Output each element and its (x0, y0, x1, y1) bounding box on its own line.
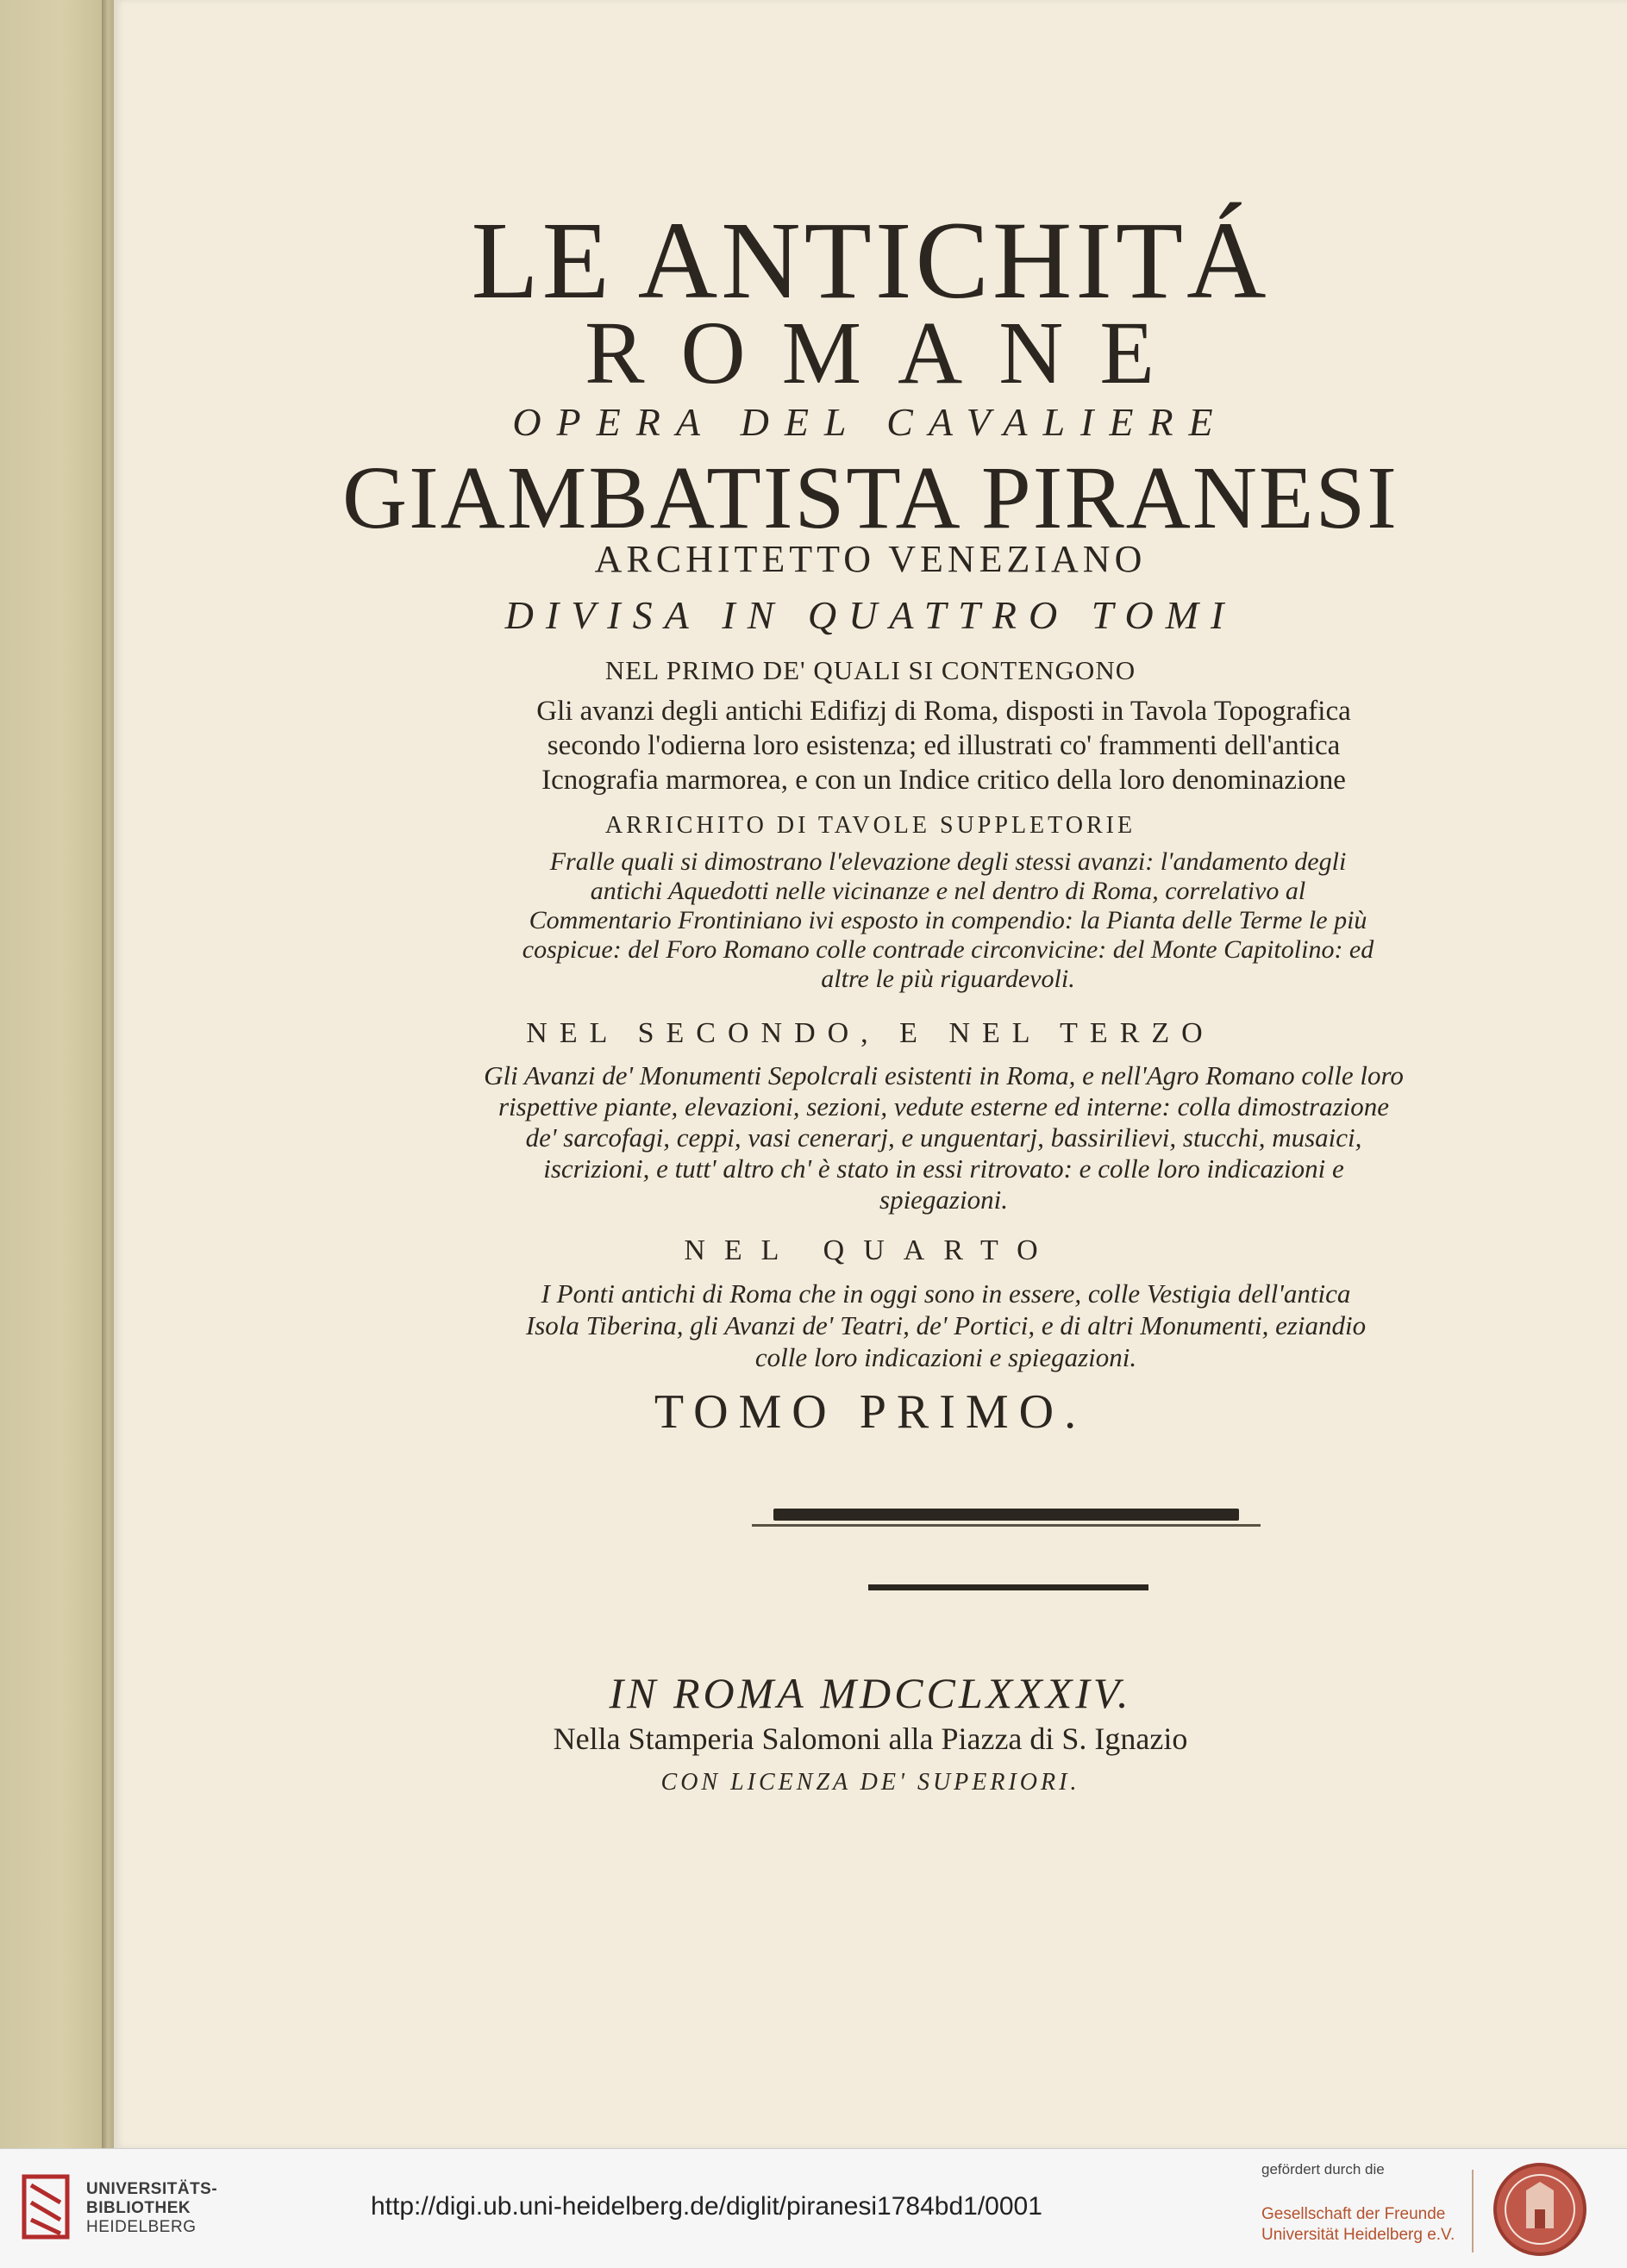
ornamental-rule-short (868, 1584, 1148, 1590)
library-name-line-3: HEIDELBERG (86, 2218, 197, 2236)
permalink-url[interactable]: http://digi.ub.uni-heidelberg.de/diglit/piranesi1784bd1/0001 (371, 2192, 1042, 2221)
ornamental-rule-thick (773, 1509, 1239, 1521)
book-gutter (102, 0, 114, 2148)
second-third-volume-description: Gli Avanzi de' Monumenti Sepolcrali esistenti in Roma, e nell'Agro Romano colle loro rispettive piante, elevazioni, sezioni, vedute esterne ed interne: colla dimostrazione de' sarcofagi, ceppi, vasi cenerarj, e unguentarj, bassirilievi, stucchi, musaici, iscrizioni, e tutt' altro ch' è stato in essi ritrovato: e colle loro indicazioni e spiegazioni. (484, 1060, 1404, 1215)
first-volume-description: Gli avanzi degli antichi Edifizj di Roma, disposti in Tavola Topografica secondo l'odierna loro esistenza; ed illustrati co' frammenti dell'antica Icnografia marmorea, e con un Indice critico della loro denominazione (536, 696, 1351, 796)
sponsor-divider (1472, 2170, 1474, 2252)
fourth-volume-description: I Ponti antichi di Roma che in oggi sono in essere, colle Vestigia dell'antica Isola Tiberina, gli Avanzi de' Teatri, de' Portici, e di altri Monumenti, eziandio colle loro indicazioni e spiegazioni. (525, 1278, 1367, 1372)
volume-label: TOMO PRIMO. (654, 1385, 1087, 1439)
imprint-license: CON LICENZA DE' SUPERIORI. (660, 1769, 1080, 1796)
second-third-volume-heading: NEL SECONDO, E NEL TERZO (526, 1017, 1215, 1049)
title-line-2: ROMANE (585, 303, 1191, 403)
sponsor-name (1261, 2204, 1455, 2246)
university-seal-icon (1492, 2161, 1588, 2258)
opera-line: OPERA DEL CAVALIERE (512, 400, 1229, 444)
scanned-title-page (114, 0, 1627, 2148)
library-logo-icon (19, 2173, 72, 2240)
title-line-1: LE ANTICHITÁ (471, 199, 1270, 322)
ornamental-rule-thin (752, 1524, 1261, 1527)
supplement-description: Fralle quali si dimostrano l'elevazione degli stessi avanzi: l'andamento degli antichi Aquedotti nelle vicinanze e nel dentro di Roma, correlativo al Commentario Frontiniano ivi esposto in compendio: la Pianta delle Terme le più cospicue: del Foro Romano colle contrade circonvicine: del Monte Capitolino: ed altre le più riguardevoli. (522, 847, 1374, 993)
first-volume-heading: NEL PRIMO DE' QUALI SI CONTENGONO (604, 655, 1136, 685)
sponsor-name-line-2: Universität Heidelberg e.V. (1261, 2226, 1455, 2244)
author-profession: ARCHITETTO VENEZIANO (594, 538, 1147, 580)
library-name-line-2: BIBLIOTHEK (86, 2199, 191, 2217)
volume-division: DIVISA IN QUATTRO TOMI (504, 593, 1236, 637)
supplement-heading: ARRICHITO DI TAVOLE SUPPLETORIE (604, 812, 1136, 839)
author-name: GIAMBATISTA PIRANESI (342, 448, 1399, 547)
sponsor-name-line-1: Gesellschaft der Freunde (1261, 2205, 1446, 2223)
book-spine (0, 0, 102, 2148)
library-name (86, 2180, 217, 2237)
viewer-footer (0, 2148, 1627, 2268)
imprint-place-date: IN ROMA MDCCLXXXIV. (609, 1669, 1132, 1717)
library-name-line-1: UNIVERSITÄTS- (86, 2180, 218, 2198)
fourth-volume-heading: NEL QUARTO (684, 1234, 1057, 1266)
sponsor-prefix: gefördert durch die (1261, 2161, 1385, 2177)
imprint-printer: Nella Stamperia Salomoni alla Piazza di S. Ignazio (553, 1721, 1188, 1756)
